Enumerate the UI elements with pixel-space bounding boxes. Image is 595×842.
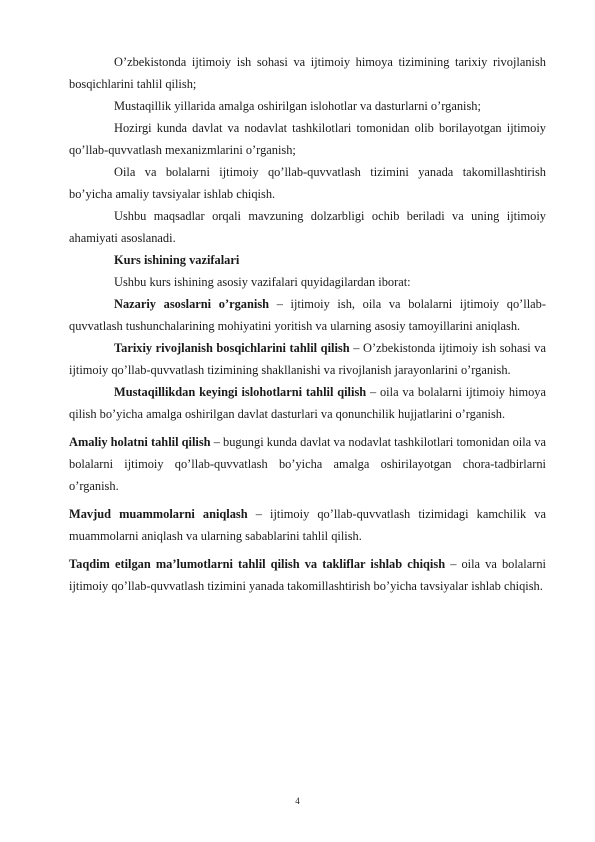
task-item-6: Taqdim etilgan ma’lumotlarni tahlil qilish va takliflar ishlab chiqish – oila va bolalarni ijtimoiy qo’llab-quvvatlash tizimini yanada takomillashtirish bo’yicha tavsiyalar ishlab chiqish. — [69, 557, 546, 593]
paragraph-2: Mustaqillik yillarida amalga oshirilgan islohotlar va dasturlarni o’rganish; — [114, 99, 481, 113]
paragraph-4: Oila va bolalarni ijtimoiy qo’llab-quvvatlash tizimini yanada takomillashtirish bo’yicha amaliy tavsiyalar ishlab chiqish. — [69, 165, 546, 201]
document-page — [69, 0, 546, 597]
paragraph-intro: Ushbu kurs ishining asosiy vazifalari quyidagilardan iborat: — [114, 275, 411, 289]
paragraph-5: Ushbu maqsadlar orqali mavzuning dolzarbligi ochib beriladi va uning ijtimoiy ahamiyati asoslanadi. — [69, 209, 546, 245]
section-heading: Kurs ishining vazifalari — [114, 253, 240, 267]
task-item-5: Mavjud muammolarni aniqlash – ijtimoiy qo’llab-quvvatlash tizimidagi kamchilik va muammolarni aniqlash va ularning sabablarini tahlil qilish. — [69, 507, 546, 543]
page-number: 4 — [295, 796, 300, 806]
paragraph-1: O’zbekistonda ijtimoiy ish sohasi va ijtimoiy himoya tizimining tarixiy rivojlanish bosqichlarini tahlil qilish; — [69, 55, 546, 91]
task-item-3: Mustaqillikdan keyingi islohotlarni tahlil qilish – oila va bolalarni ijtimoiy himoya qilish bo’yicha amalga oshirilgan davlat dasturlari va qonunchilik hujjatlarini o’rganish. — [69, 385, 546, 421]
paragraph-3: Hozirgi kunda davlat va nodavlat tashkilotlari tomonidan olib borilayotgan ijtimoiy qo’llab-quvvatlash mexanizmlarini o’rganish; — [69, 121, 546, 157]
task-item-1: Nazariy asoslarni o’rganish – ijtimoiy ish, oila va bolalarni ijtimoiy qo’llab-quvvatlash tushunchalarining mohiyatini yoritish va ularning asosiy tamoyillarini aniqlash. — [69, 297, 546, 333]
task-item-2: Tarixiy rivojlanish bosqichlarini tahlil qilish – O’zbekistonda ijtimoiy ish sohasi va ijtimoiy qo’llab-quvvatlash tizimining shakllanishi va rivojlanish jarayonlarini o’rganish. — [69, 341, 546, 377]
task-item-4: Amaliy holatni tahlil qilish – bugungi kunda davlat va nodavlat tashkilotlari tomonidan oila va bolalarni ijtimoiy qo’llab-quvvatlash bo’yicha amalga oshirilayotgan chora-tadbirlarni o’rganish. — [69, 435, 546, 493]
